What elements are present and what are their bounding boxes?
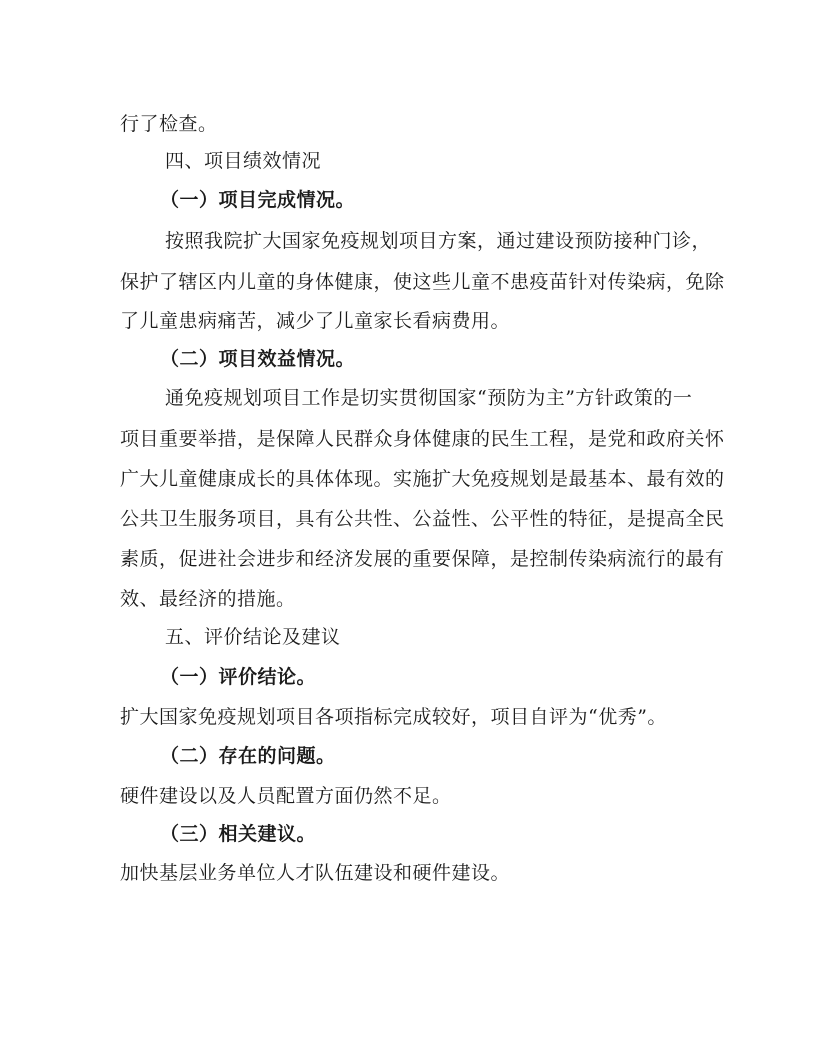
section-4-1-line-2: 保护了辖区内儿童的身体健康，使这些儿童不患疫苗针对传染病，免除 (120, 271, 725, 293)
section-4-heading: 四、项目绩效情况 (165, 150, 322, 172)
section-4-1-heading: （一）项目完成情况。 (160, 189, 356, 211)
section-5-2-text: 硬件建设以及人员配置方面仍然不足。 (120, 785, 452, 807)
section-4-2-line-2: 项目重要举措，是保障人民群众身体健康的民生工程，是党和政府关怀 (120, 428, 725, 450)
section-5-2-heading: （二）存在的问题。 (160, 745, 336, 767)
section-4-2-line-1: 通免疫规划项目工作是切实贯彻国家“预防为主”方针政策的一 (165, 387, 693, 409)
section-4-2-line-4: 公共卫生服务项目，具有公共性、公益性、公平性的特征，是提高全民 (120, 508, 725, 530)
continuation-text: 行了检查。 (120, 113, 218, 135)
section-4-1-line-3: 了儿童患病痛苦，减少了儿童家长看病费用。 (120, 310, 511, 332)
section-5-3-heading: （三）相关建议。 (160, 823, 317, 845)
section-5-3-text: 加快基层业务单位人才队伍建设和硬件建设。 (120, 862, 511, 884)
section-4-2-line-6: 效、最经济的措施。 (120, 588, 296, 610)
section-4-1-line-1: 按照我院扩大国家免疫规划项目方案，通过建设预防接种门诊， (165, 230, 712, 252)
section-4-2-line-5: 素质，促进社会进步和经济发展的重要保障，是控制传染病流行的最有 (120, 548, 725, 570)
section-5-1-text: 扩大国家免疫规划项目各项指标完成较好，项目自评为“优秀”。 (120, 706, 667, 728)
section-5-1-heading: （一）评价结论。 (160, 666, 317, 688)
section-5-heading: 五、评价结论及建议 (165, 626, 341, 648)
section-4-2-heading: （二）项目效益情况。 (160, 348, 356, 370)
section-4-2-line-3: 广大儿童健康成长的具体体现。实施扩大免疫规划是最基本、最有效的 (120, 468, 725, 490)
